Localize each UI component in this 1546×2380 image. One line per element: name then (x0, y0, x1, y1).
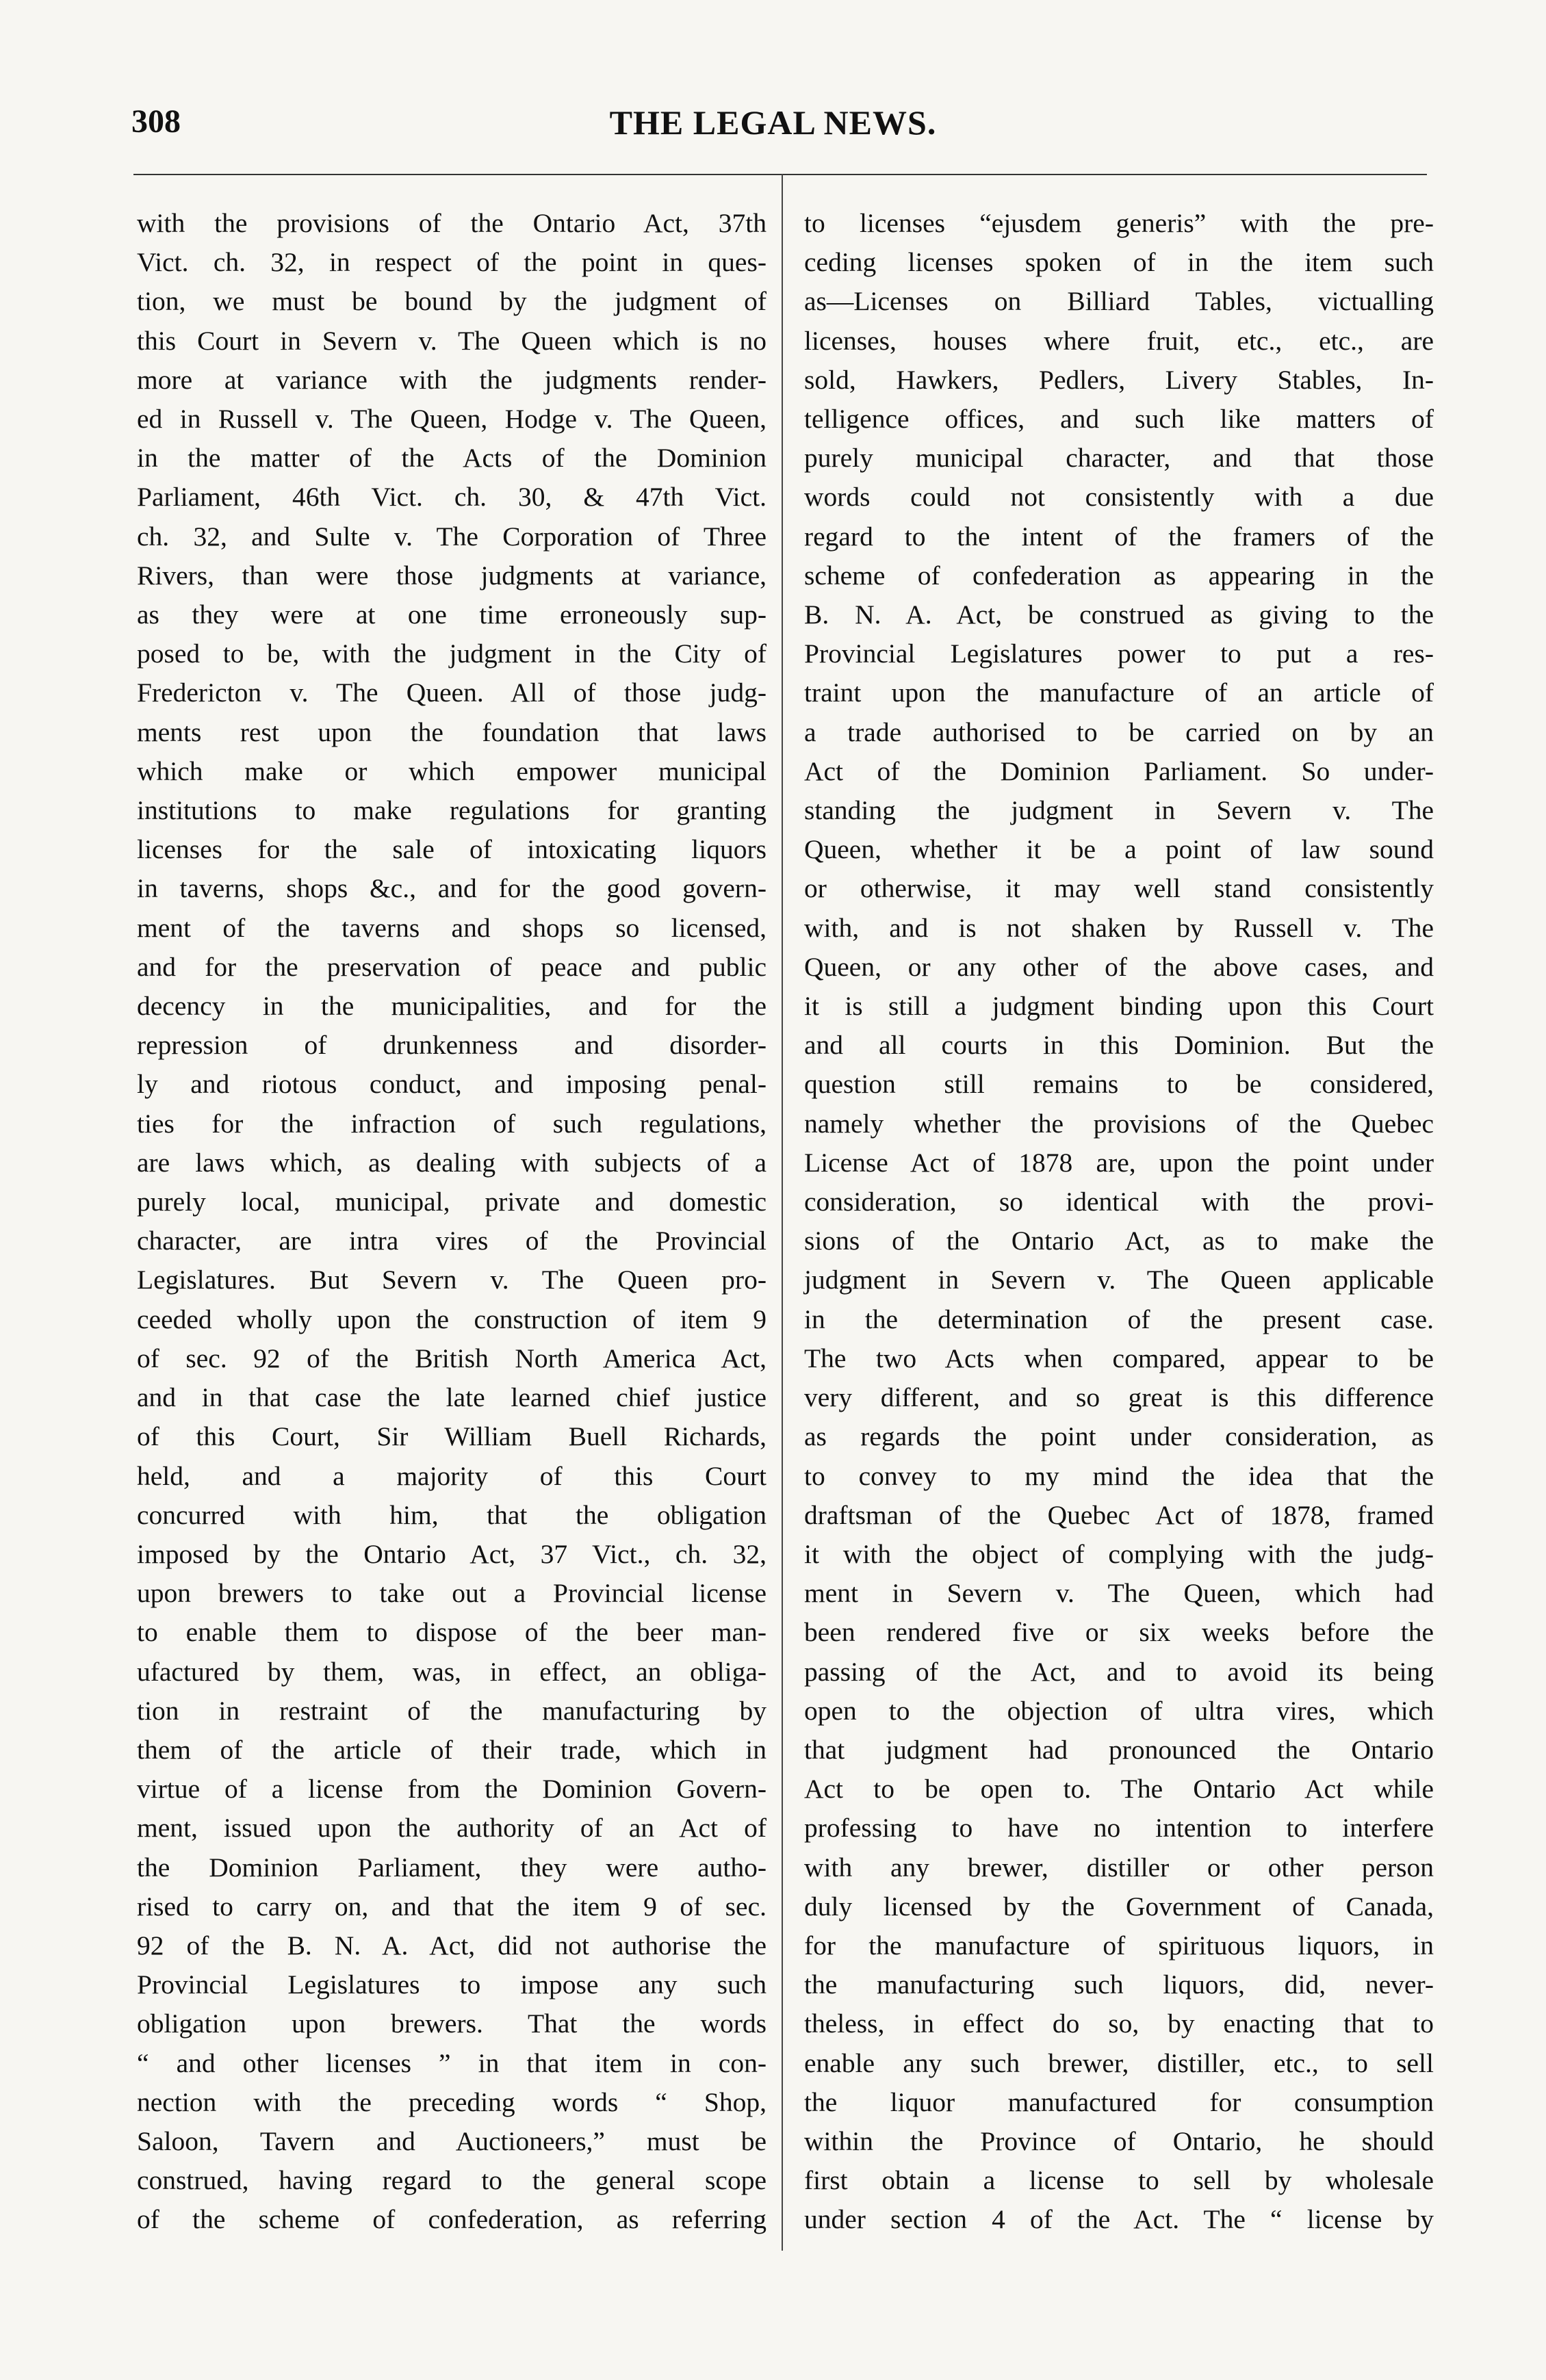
text-line: ties for the infraction of such regulations, (137, 1108, 766, 1139)
text-line: to convey to my mind the idea that the (804, 1460, 1434, 1491)
page-number: 308 (131, 103, 181, 140)
left-column (137, 204, 766, 2240)
text-line: which make or which empower municipal (137, 755, 766, 786)
text-line: ufactured by them, was, in effect, an obliga- (137, 1656, 766, 1687)
text-line: open to the objection of ultra vires, which (804, 1695, 1434, 1726)
text-line: are laws which, as dealing with subjects of a (137, 1147, 766, 1178)
text-line: first obtain a license to sell by wholesale (804, 2165, 1434, 2196)
text-line: with any brewer, distiller or other person (804, 1852, 1434, 1883)
text-line: held, and a majority of this Court (137, 1460, 766, 1491)
text-line: Fredericton v. The Queen. All of those judg- (137, 677, 766, 708)
text-line: question still remains to be considered, (804, 1069, 1434, 1100)
text-line: and for the preservation of peace and public (137, 951, 766, 982)
text-line: as regards the point under consideration, as (804, 1421, 1434, 1452)
text-line: Rivers, than were those judgments at variance, (137, 560, 766, 591)
text-line: judgment in Severn v. The Queen applicable (804, 1265, 1434, 1295)
text-line: consideration, so identical with the provi- (804, 1187, 1434, 1217)
text-line: tion, we must be bound by the judgment of (137, 286, 766, 317)
text-line: telligence offices, and such like matters of (804, 404, 1434, 435)
text-line: in the determination of the present case. (804, 1304, 1434, 1334)
text-line: imposed by the Ontario Act, 37 Vict., ch. 32, (137, 1538, 766, 1569)
text-line: for the manufacture of spirituous liquors, in (804, 1930, 1434, 1961)
text-line: it is still a judgment binding upon this Court (804, 991, 1434, 1022)
text-line: concurred with him, that the obligation (137, 1499, 766, 1530)
text-line: B. N. A. Act, be construed as giving to the (804, 599, 1434, 630)
column-divider (782, 174, 783, 2251)
text-line: ch. 32, and Sulte v. The Corporation of Three (137, 521, 766, 552)
text-line: Queen, or any other of the above cases, and (804, 951, 1434, 982)
text-line: ment, issued upon the authority of an Act of (137, 1813, 766, 1844)
text-line: upon brewers to take out a Provincial license (137, 1578, 766, 1609)
text-line: enable any such brewer, distiller, etc., to sell (804, 2047, 1434, 2078)
text-line: Parliament, 46th Vict. ch. 30, & 47th Vict. (137, 482, 766, 513)
text-line: sold, Hawkers, Pedlers, Livery Stables, In- (804, 364, 1434, 395)
text-line: ceding licenses spoken of in the item such (804, 247, 1434, 278)
text-line: more at variance with the judgments render- (137, 364, 766, 395)
text-line: decency in the municipalities, and for the (137, 991, 766, 1022)
text-line: Act to be open to. The Ontario Act while (804, 1774, 1434, 1805)
text-line: purely local, municipal, private and domestic (137, 1187, 766, 1217)
text-line: as they were at one time erroneously sup- (137, 599, 766, 630)
text-line: them of the article of their trade, which in (137, 1734, 766, 1765)
text-line: 92 of the B. N. A. Act, did not authorise the (137, 1930, 766, 1961)
text-line: institutions to make regulations for granting (137, 795, 766, 826)
text-line: License Act of 1878 are, upon the point under (804, 1147, 1434, 1178)
text-line: as—Licenses on Billiard Tables, victualling (804, 286, 1434, 317)
text-line: Act of the Dominion Parliament. So under- (804, 755, 1434, 786)
text-line: Saloon, Tavern and Auctioneers,” must be (137, 2125, 766, 2156)
text-line: to licenses “ejusdem generis” with the pre- (804, 208, 1434, 238)
running-title: THE LEGAL NEWS. (609, 103, 937, 142)
text-line: duly licensed by the Government of Canada, (804, 1891, 1434, 1922)
text-line: of the scheme of confederation, as referring (137, 2204, 766, 2235)
text-line: Provincial Legislatures to impose any such (137, 1969, 766, 2000)
text-line: ly and riotous conduct, and imposing penal- (137, 1069, 766, 1100)
text-line: been rendered five or six weeks before the (804, 1617, 1434, 1648)
text-line: very different, and so great is this difference (804, 1382, 1434, 1413)
text-line: and all courts in this Dominion. But the (804, 1030, 1434, 1061)
text-line: obligation upon brewers. That the words (137, 2008, 766, 2039)
text-line: ceeded wholly upon the construction of item 9 (137, 1304, 766, 1334)
text-line: to enable them to dispose of the beer man- (137, 1617, 766, 1648)
text-line: under section 4 of the Act. The “ license by (804, 2204, 1434, 2235)
text-line: ment in Severn v. The Queen, which had (804, 1578, 1434, 1609)
text-line: the Dominion Parliament, they were autho- (137, 1852, 766, 1883)
text-line: The two Acts when compared, appear to be (804, 1343, 1434, 1373)
text-line: licenses for the sale of intoxicating liquors (137, 834, 766, 865)
text-line: “ and other licenses ” in that item in con- (137, 2047, 766, 2078)
text-line: passing of the Act, and to avoid its being (804, 1656, 1434, 1687)
text-line: with the provisions of the Ontario Act, 37th (137, 208, 766, 238)
text-line: Legislatures. But Severn v. The Queen pro- (137, 1265, 766, 1295)
text-line: the liquor manufactured for consumption (804, 2086, 1434, 2117)
text-line: it with the object of complying with the judg- (804, 1538, 1434, 1569)
text-line: traint upon the manufacture of an article of (804, 677, 1434, 708)
text-line: standing the judgment in Severn v. The (804, 795, 1434, 826)
text-line: draftsman of the Quebec Act of 1878, framed (804, 1499, 1434, 1530)
text-line: in taverns, shops &c., and for the good govern- (137, 873, 766, 904)
text-line: within the Province of Ontario, he should (804, 2125, 1434, 2156)
text-line: words could not consistently with a due (804, 482, 1434, 513)
text-line: posed to be, with the judgment in the City of (137, 638, 766, 669)
text-line: repression of drunkenness and disorder- (137, 1030, 766, 1061)
header-rule (133, 174, 1427, 175)
text-line: scheme of confederation as appearing in the (804, 560, 1434, 591)
text-line: that judgment had pronounced the Ontario (804, 1734, 1434, 1765)
text-line: the manufacturing such liquors, did, never- (804, 1969, 1434, 2000)
text-line: tion in restraint of the manufacturing by (137, 1695, 766, 1726)
text-line: character, are intra vires of the Provincial (137, 1226, 766, 1256)
text-line: in the matter of the Acts of the Dominion (137, 443, 766, 474)
text-line: regard to the intent of the framers of the (804, 521, 1434, 552)
text-line: ment of the taverns and shops so licensed, (137, 912, 766, 943)
text-line: ments rest upon the foundation that laws (137, 716, 766, 747)
text-line: Queen, whether it be a point of law sound (804, 834, 1434, 865)
text-line: licenses, houses where fruit, etc., etc., are (804, 325, 1434, 356)
text-line: sions of the Ontario Act, as to make the (804, 1226, 1434, 1256)
text-line: virtue of a license from the Dominion Govern- (137, 1774, 766, 1805)
text-line: rised to carry on, and that the item 9 of sec. (137, 1891, 766, 1922)
text-line: a trade authorised to be carried on by an (804, 716, 1434, 747)
text-line: professing to have no intention to interfere (804, 1813, 1434, 1844)
text-line: construed, having regard to the general scope (137, 2165, 766, 2196)
text-line: ed in Russell v. The Queen, Hodge v. The Queen, (137, 404, 766, 435)
page-header (0, 103, 1546, 157)
text-line: this Court in Severn v. The Queen which is no (137, 325, 766, 356)
text-line: nection with the preceding words “ Shop, (137, 2086, 766, 2117)
text-line: of sec. 92 of the British North America Act, (137, 1343, 766, 1373)
right-column (804, 204, 1434, 2240)
text-line: purely municipal character, and that those (804, 443, 1434, 474)
text-line: Provincial Legislatures power to put a res- (804, 638, 1434, 669)
text-line: and in that case the late learned chief justice (137, 1382, 766, 1413)
text-line: with, and is not shaken by Russell v. The (804, 912, 1434, 943)
text-line: or otherwise, it may well stand consistently (804, 873, 1434, 904)
text-line: Vict. ch. 32, in respect of the point in ques- (137, 247, 766, 278)
text-line: of this Court, Sir William Buell Richards, (137, 1421, 766, 1452)
text-line: theless, in effect do so, by enacting that to (804, 2008, 1434, 2039)
text-line: namely whether the provisions of the Quebec (804, 1108, 1434, 1139)
